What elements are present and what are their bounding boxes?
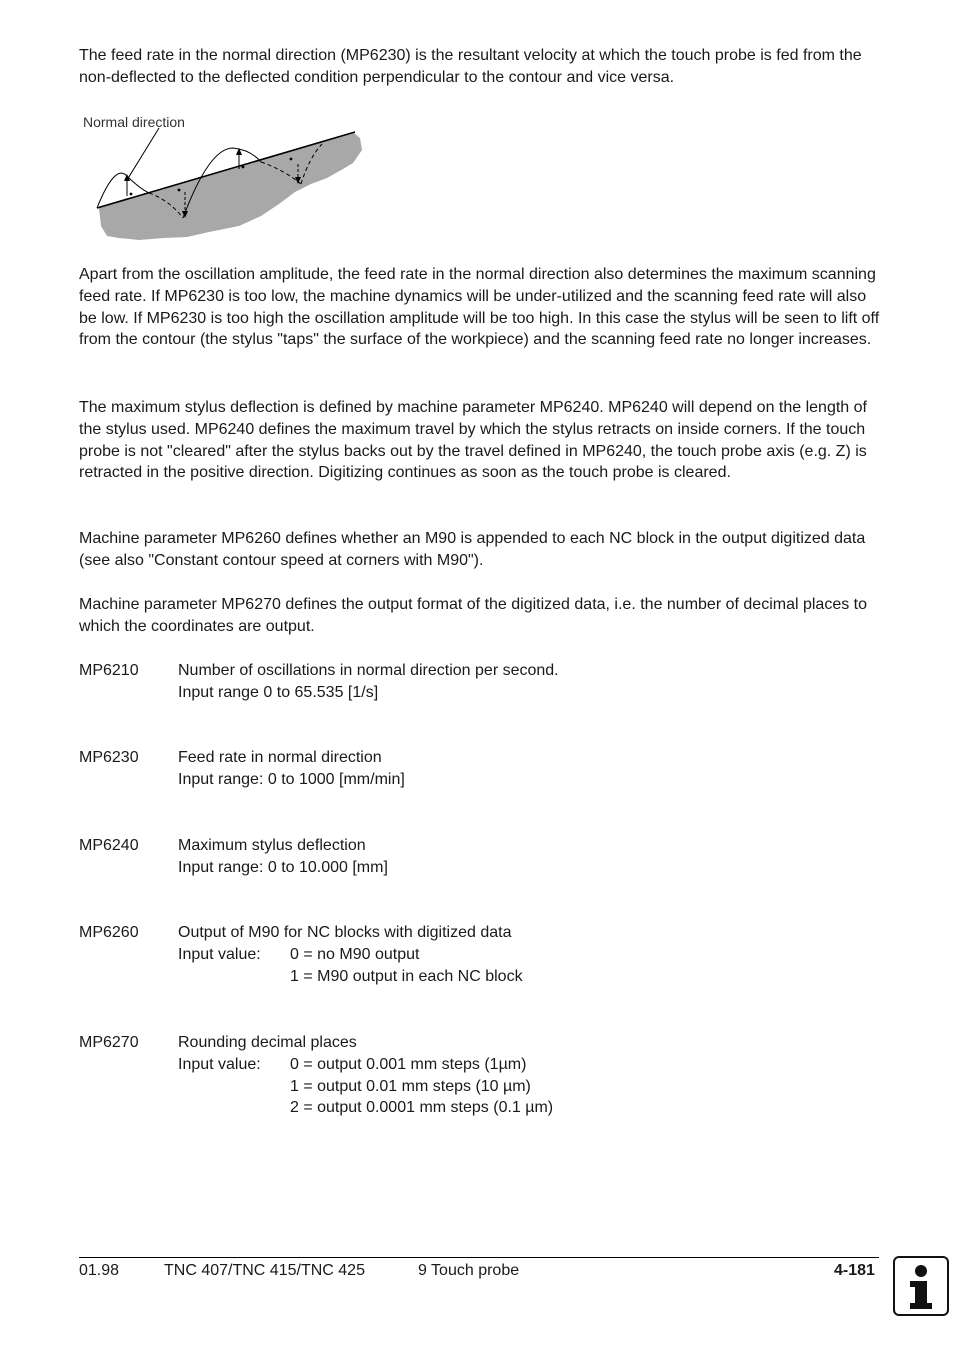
parameter-value-row — [178, 966, 523, 988]
parameter-range: Input range: 0 to 10.000 [mm] — [178, 858, 388, 876]
input-value-option: 0 = no M90 output — [290, 945, 420, 963]
intro-paragraph: The feed rate in the normal direction (MP6230) is the resultant velocity at which the touch probe is fed from the non-deflected to the deflected condition perpendicular to the contour and vice versa. — [79, 47, 862, 86]
parameter-code: MP6230 — [79, 749, 139, 766]
parameter-value-row — [178, 1076, 553, 1098]
input-value-option: 1 = output 0.01 mm steps (10 µm) — [290, 1077, 531, 1095]
normal-direction-figure — [79, 108, 379, 248]
parameter-title: Feed rate in normal direction — [178, 749, 382, 766]
input-value-option: 0 = output 0.001 mm steps (1µm) — [290, 1055, 527, 1073]
parameter-title: Maximum stylus deflection — [178, 837, 366, 854]
deflection-paragraph: The maximum stylus deflection is defined by machine parameter MP6240. MP6240 will depend on the length of the stylus used. MP6240 defines the maximum travel by which the stylus retracts on inside corners. If the touch probe is not "cleared" after the stylus backs out by the travel defined in MP6240, the touch probe axis (e.g. Z) is retracted in the positive direction. Digitizing continues as soon as the touch probe is cleared. — [79, 399, 867, 482]
parameter-value-row — [178, 944, 523, 966]
amplitude-paragraph: Apart from the oscillation amplitude, the feed rate in the normal direction also determines the maximum scanning feed rate. If MP6230 is too low, the machine dynamics will be under-utilized and the scanning feed rate will also be low. If MP6230 is too high the oscillation amplitude will be too high. In this case the stylus will be seen to lift off from the contour (the stylus "taps" the surface of the workpiece) and the scanning feed rate no longer increases. — [79, 266, 880, 349]
info-icon — [893, 1256, 949, 1316]
parameter-code: MP6260 — [79, 924, 139, 941]
format-paragraph: Machine parameter MP6270 defines the output format of the digitized data, i.e. the number of decimal places to which the coordinates are output. — [79, 596, 868, 635]
footer-date: 01.98 — [79, 1262, 120, 1279]
m90-paragraph: Machine parameter MP6260 defines whether an M90 is appended to each NC block in the output digitized data (see also "Constant contour speed at corners with M90"). — [79, 530, 866, 569]
input-value-label: Input value: — [178, 945, 261, 963]
footer-chapter: 9 Touch probe — [418, 1262, 520, 1279]
input-value-option: 1 = M90 output in each NC block — [290, 967, 523, 985]
page-number: 4-181 — [834, 1262, 875, 1279]
footer-divider — [79, 1257, 879, 1258]
parameter-value-row — [178, 1054, 553, 1076]
parameter-range: Input range: 0 to 1000 [mm/min] — [178, 770, 405, 788]
parameter-range: Input range 0 to 65.535 [1/s] — [178, 683, 379, 701]
input-value-option: 2 = output 0.0001 mm steps (0.1 µm) — [290, 1099, 554, 1117]
input-value-label: Input value: — [178, 1055, 261, 1073]
footer-model: TNC 407/TNC 415/TNC 425 — [164, 1262, 365, 1279]
parameter-code: MP6210 — [79, 662, 139, 679]
figure-label: Normal direction — [83, 114, 185, 130]
parameter-title: Output of M90 for NC blocks with digitized data — [178, 924, 512, 941]
parameter-value-row — [178, 1097, 553, 1119]
parameter-code: MP6270 — [79, 1034, 139, 1051]
parameter-title: Rounding decimal places — [178, 1034, 357, 1051]
parameter-title: Number of oscillations in normal direction per second. — [178, 662, 559, 679]
parameter-code: MP6240 — [79, 837, 139, 854]
